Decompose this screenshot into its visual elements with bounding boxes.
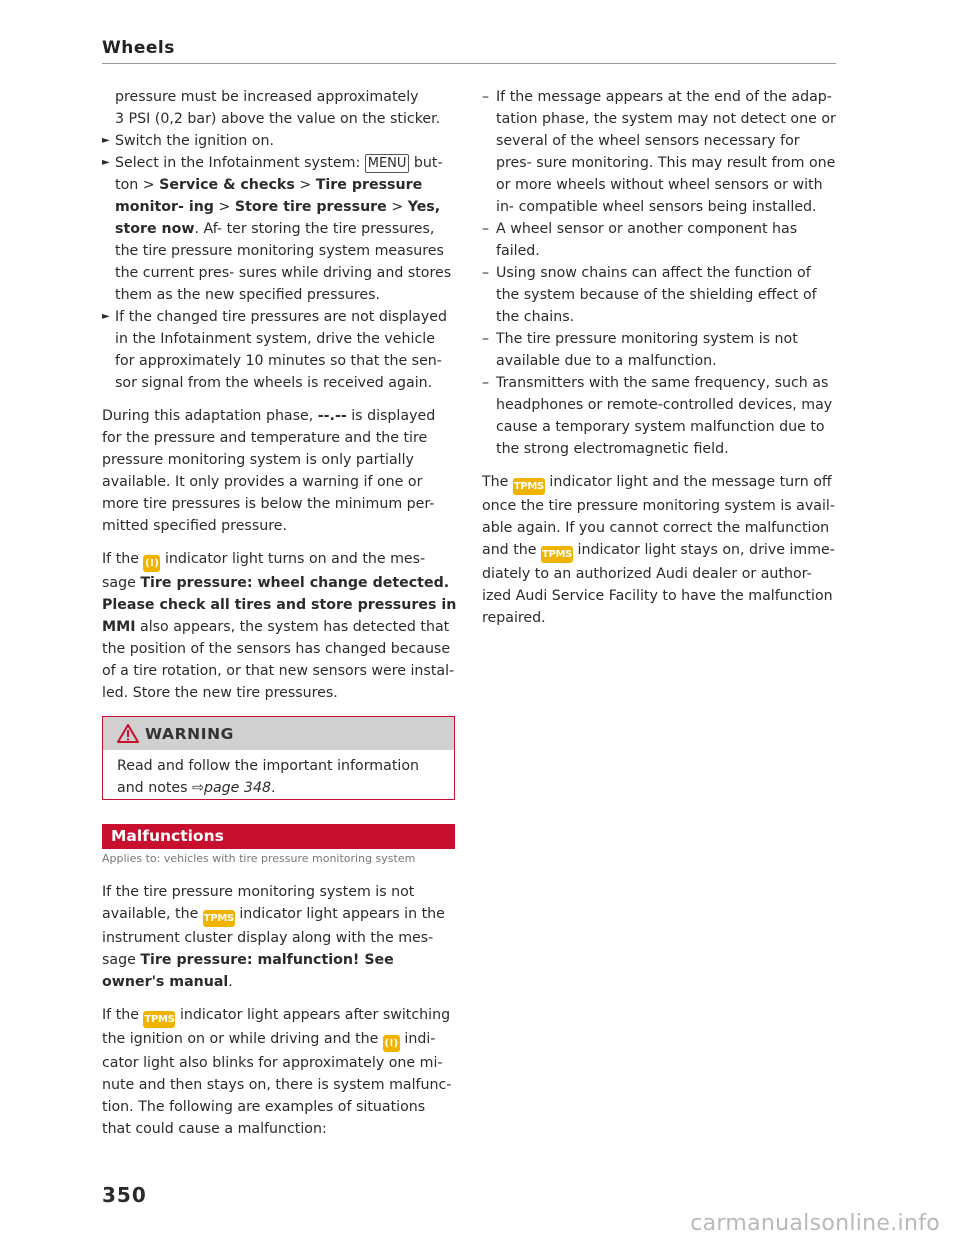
- page-reference-arrow-icon: ⇨: [192, 780, 204, 796]
- warning-box: [102, 716, 455, 800]
- list-item: – If the message appears at the end of the adap- tation phase, the system may not detect one or several of the wheel sensors necessary for pres- sure monitoring. This may result from one or more wheels without wheel sensors or with in- compatible wheel sensors being installed.: [482, 89, 836, 215]
- tpms-indicator-icon: TPMS: [203, 910, 235, 927]
- warning-triangle-icon: [117, 724, 139, 743]
- step-arrow-icon: ►: [102, 135, 110, 146]
- instruction-step: ► If the changed tire pressures are not displayed in the Infotainment system, drive the vehicle for approximately 10 minutes so that the sen- sor signal from the wheels is received again.: [102, 306, 458, 394]
- list-item: – A wheel sensor or another component has failed.: [482, 221, 798, 259]
- step-arrow-icon: ►: [102, 157, 110, 168]
- page-number: 350: [102, 1183, 147, 1207]
- list-item: – The tire pressure monitoring system is not available due to a malfunction.: [482, 331, 798, 369]
- adaptation-paragraph: During this adaptation phase, --.-- is displayed for the pressure and temperature and the tire pressure monitoring system is only partially available. It only provides a warning if one or more tire pressures is below the minimum per- mitted specified pressure.: [102, 408, 436, 534]
- malfunction-paragraph: If the tire pressure monitoring system is not available, the TPMS indicator light appears in the instrument cluster display along with the mes- sage Tire pressure: malfunction! See owner's manual.: [102, 884, 445, 990]
- applies-to-note: Applies to: vehicles with tire pressure monitoring system: [102, 852, 416, 865]
- intro-line: pressure must be increased approximately: [115, 89, 419, 105]
- instruction-step: ► Select in the Infotainment system: MENU but- ton > Service & checks > Tire pressure monitor- ing > Store tire pressure > Yes, store now. Af- ter storing the tire pressures, the tire pressure monitoring system measures the current pres- sures while driving and stores them as the new specified pressures.: [102, 152, 458, 306]
- warning-body: Read and follow the important information and notes ⇨page 348.: [117, 758, 419, 796]
- closing-paragraph: The TPMS indicator light and the message turn off once the tire pressure monitoring system is avail- able again. If you cannot correct the malfunction and the TPMS indicator light stays on, drive imme- diately to an authorized Audi dealer or author- ized Audi Service Facility to have the malfunction repaired.: [482, 474, 835, 626]
- menu-key: MENU: [365, 154, 410, 173]
- step-arrow-icon: ►: [102, 311, 110, 322]
- left-column: [102, 86, 458, 704]
- tpms-indicator-icon: TPMS: [513, 478, 545, 495]
- tpms-indicator-icon: TPMS: [143, 1011, 175, 1028]
- tire-pressure-warning-icon: (!): [143, 555, 160, 572]
- page-reference-link[interactable]: page 348: [203, 780, 271, 796]
- malfunctions-text: [102, 881, 458, 1140]
- intro-line: 3 PSI (0,2 bar) above the value on the sticker.: [115, 111, 441, 127]
- wheel-change-paragraph: If the (!) indicator light turns on and the mes- sage Tire pressure: wheel change detected. Please check all tires and store pressures in MMI also appears, the system has detected that the position of the sensors has changed because of a tire rotation, or that new sensors were instal- led. Store the new tire pressures.: [102, 551, 457, 701]
- tire-pressure-warning-icon: (!): [383, 1035, 400, 1052]
- list-item: – Using snow chains can affect the function of the system because of the shielding effect of the chains.: [482, 265, 817, 325]
- watermark: carmanualsonline.info: [690, 1211, 940, 1236]
- list-item: – Transmitters with the same frequency, such as headphones or remote-controlled devices, may cause a temporary system malfunction due to the strong electromagnetic field.: [482, 375, 833, 457]
- tpms-indicator-icon: TPMS: [541, 546, 573, 563]
- header-divider: [102, 63, 836, 64]
- malfunction-paragraph: If the TPMS indicator light appears after switching the ignition on or while driving and the (!) indi- cator light also blinks for approximately one mi- nute and then stays on, there is system malfunc- tion. The following are examples of situations that could cause a malfunction:: [102, 1007, 452, 1137]
- instruction-step: ► Switch the ignition on.: [102, 130, 458, 152]
- warning-header: [103, 717, 454, 750]
- right-column: [482, 86, 838, 629]
- page-header-title: Wheels: [102, 38, 175, 58]
- warning-title: WARNING: [145, 724, 234, 743]
- section-title: Malfunctions: [102, 824, 455, 849]
